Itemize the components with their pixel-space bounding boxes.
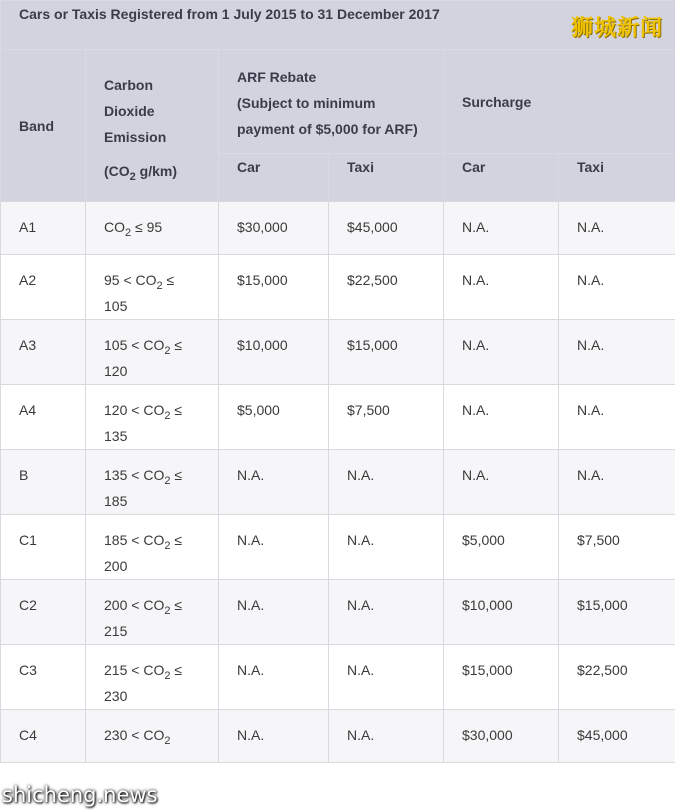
cell-surcharge-taxi: N.A.: [559, 450, 675, 515]
table-row: [1, 580, 675, 645]
cell-band: C3: [1, 645, 86, 710]
header-band: Band: [1, 50, 86, 202]
cell-band: A3: [1, 320, 86, 385]
cell-arf-car: N.A.: [219, 450, 329, 515]
cell-surcharge-car: $15,000: [444, 645, 559, 710]
cell-band: B: [1, 450, 86, 515]
header-arf-line3: payment of $5,000 for ARF): [237, 121, 418, 137]
cell-band: C1: [1, 515, 86, 580]
header-arf-rebate: [219, 50, 444, 154]
cell-arf-taxi: N.A.: [329, 450, 444, 515]
header-arf-line1: ARF Rebate: [237, 69, 317, 85]
cell-band: C4: [1, 710, 86, 763]
cell-arf-taxi: $22,500: [329, 255, 444, 320]
header-co2-unit: ($CO_2$ g/km): [104, 163, 178, 183]
header-surcharge-car: Car: [444, 154, 559, 202]
cell-arf-taxi: N.A.: [329, 710, 444, 763]
header-arf-taxi: Taxi: [329, 154, 444, 202]
table-row: [1, 645, 675, 710]
watermark-logo-bottom: shicheng.news: [2, 783, 158, 807]
cell-surcharge-car: N.A.: [444, 450, 559, 515]
cell-arf-car: N.A.: [219, 710, 329, 763]
cell-co2-range: $215 < CO_2$ ≤ 230: [86, 645, 219, 710]
header-surcharge: Surcharge: [444, 50, 675, 154]
cell-co2-range: $95 < CO_2$ ≤ 105: [86, 255, 219, 320]
header-co2-emission: [86, 50, 219, 202]
cell-co2-range: $120 < CO_2$ ≤ 135: [86, 385, 219, 450]
cell-arf-taxi: N.A.: [329, 645, 444, 710]
header-co2-line2: Dioxide: [104, 103, 155, 119]
header-surcharge-taxi: Taxi: [559, 154, 675, 202]
cell-co2-range: $105 < CO_2$ ≤ 120: [86, 320, 219, 385]
cell-surcharge-car: N.A.: [444, 385, 559, 450]
cell-arf-taxi: $7,500: [329, 385, 444, 450]
cell-surcharge-taxi: N.A.: [559, 320, 675, 385]
cell-arf-taxi: $45,000: [329, 202, 444, 255]
header-arf-line2: (Subject to minimum: [237, 95, 376, 111]
cell-arf-car: $10,000: [219, 320, 329, 385]
cell-surcharge-taxi: $22,500: [559, 645, 675, 710]
cell-surcharge-taxi: N.A.: [559, 385, 675, 450]
cell-co2-range: $185 < CO_2$ ≤ 200: [86, 515, 219, 580]
table-row: [1, 202, 675, 255]
cell-surcharge-taxi: $45,000: [559, 710, 675, 763]
header-arf-car: Car: [219, 154, 329, 202]
cell-surcharge-taxi: $7,500: [559, 515, 675, 580]
cell-co2-range: $200 < CO_2$ ≤ 215: [86, 580, 219, 645]
table-title-text: Cars or Taxis Registered from 1 July 2015 to 31 December 2017: [19, 6, 440, 22]
cell-surcharge-car: $10,000: [444, 580, 559, 645]
cell-arf-taxi: $15,000: [329, 320, 444, 385]
cell-co2-range: $CO_2 \le 95$: [86, 202, 219, 255]
cell-arf-taxi: N.A.: [329, 580, 444, 645]
header-co2-line1: Carbon: [104, 77, 153, 93]
table-row: [1, 320, 675, 385]
table-row: [1, 710, 675, 763]
cell-surcharge-car: N.A.: [444, 255, 559, 320]
cell-band: A1: [1, 202, 86, 255]
cell-arf-car: N.A.: [219, 515, 329, 580]
cell-band: C2: [1, 580, 86, 645]
cell-arf-car: N.A.: [219, 580, 329, 645]
cell-surcharge-taxi: N.A.: [559, 202, 675, 255]
cell-band: A2: [1, 255, 86, 320]
cell-co2-range: $135 < CO_2$ ≤ 185: [86, 450, 219, 515]
table-row: [1, 255, 675, 320]
cell-surcharge-car: $30,000: [444, 710, 559, 763]
cell-arf-car: $30,000: [219, 202, 329, 255]
cell-band: A4: [1, 385, 86, 450]
cell-arf-car: $5,000: [219, 385, 329, 450]
cell-surcharge-taxi: N.A.: [559, 255, 675, 320]
cell-surcharge-car: N.A.: [444, 320, 559, 385]
cell-arf-taxi: N.A.: [329, 515, 444, 580]
cell-surcharge-taxi: $15,000: [559, 580, 675, 645]
cell-arf-car: $15,000: [219, 255, 329, 320]
header-co2-line3: Emission: [104, 129, 167, 145]
cell-co2-range: $230 < CO_2$: [86, 710, 219, 763]
table-row: [1, 385, 675, 450]
cell-surcharge-car: N.A.: [444, 202, 559, 255]
table-row: [1, 450, 675, 515]
cell-arf-car: N.A.: [219, 645, 329, 710]
table-row: [1, 515, 675, 580]
cell-surcharge-car: $5,000: [444, 515, 559, 580]
watermark-logo-top: 狮城新闻: [570, 16, 663, 41]
